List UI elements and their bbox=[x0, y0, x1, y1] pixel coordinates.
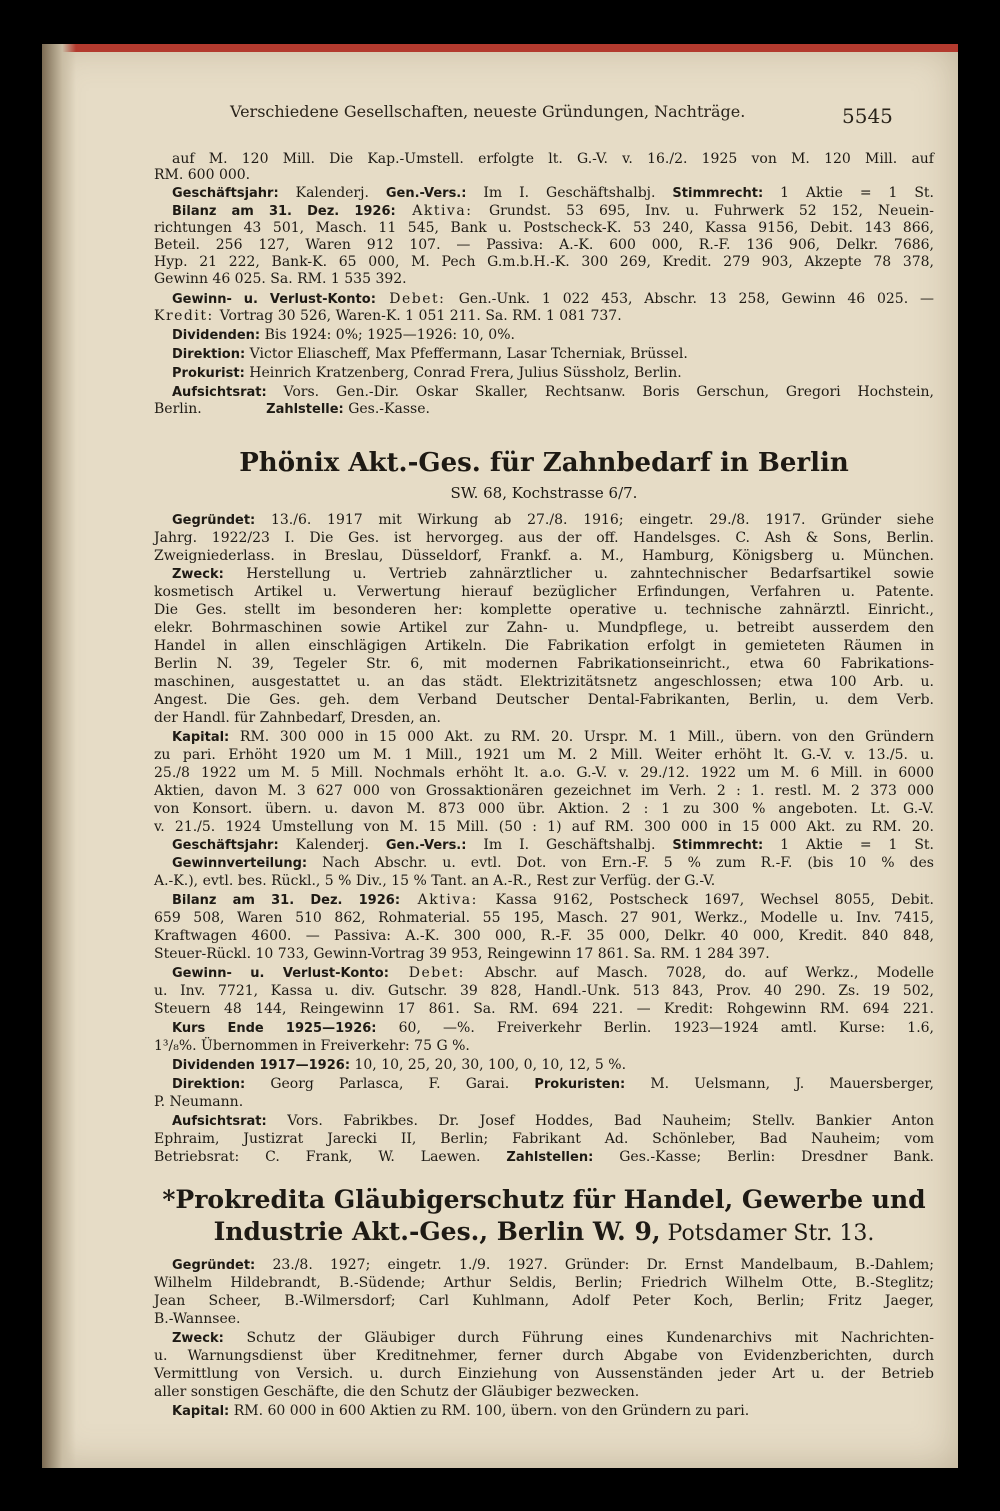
text-line: Hyp. 21 222, Bank-K. 65 000, M. Pech G.m.b.H.-K. 300 269, Kredit. 279 903, Akzepte 78 378, bbox=[154, 254, 934, 270]
field-label: Dividenden 1917—1926: bbox=[172, 1058, 351, 1073]
field-value: Berlin. bbox=[154, 401, 207, 417]
book-page bbox=[42, 44, 958, 1468]
field-value: 60, —%. Freiverkehr Berlin. 1923—1924 amtl. Kurse: 1.6, bbox=[376, 1020, 934, 1036]
field-value: 10, 10, 25, 20, 30, 100, 0, 10, 12, 5 %. bbox=[350, 1057, 627, 1073]
field-label: Prokuristen: bbox=[534, 1077, 626, 1092]
field-sublabel: Aktiva: bbox=[400, 892, 496, 908]
field-value: 23./8. 1927; eingetr. 1./9. 1927. Gründer: Dr. Ernst Mandelbaum, B.-Dahlem; bbox=[255, 1257, 934, 1273]
text-line: maschinen, ausgestattet u. an das städt. Elektrizitätsnetz angeschlossen; etwa 100 Arb. u. bbox=[154, 674, 934, 690]
text-line: von Konsort. übern. u. davon M. 873 000 übr. Aktion. 2 : 1 zu 300 % angeboten. Lt. G.-V. bbox=[154, 801, 934, 817]
text-line bbox=[172, 729, 934, 746]
text-line: P. Neumann. bbox=[154, 1094, 244, 1110]
text-line: richtungen 43 501, Masch. 11 545, Bank u. Postscheck-K. 53 240, Kassa 9156, Debit. 143 866, bbox=[154, 220, 934, 236]
text-line bbox=[154, 401, 934, 418]
text-line bbox=[172, 1403, 934, 1420]
field-value: Herstellung u. Vertrieb zahnärztlicher u. zahntechnischer Bedarfsartikel sowie bbox=[223, 566, 934, 582]
text-line bbox=[172, 327, 934, 344]
field-label: Gen.-Vers.: bbox=[385, 838, 467, 853]
field-label: Gen.-Vers.: bbox=[385, 186, 467, 201]
text-line: A.-K.), evtl. bes. Rückl., 5 % Div., 15 % Tant. an A.-R., Rest zur Verfüg. der G.-V. bbox=[154, 873, 716, 889]
text-line: 25./8 1922 um M. 5 Mill. Nochmals erhöht lt. a.o. G.-V. v. 29./12. 1922 um M. 6 Mill. in 6000 bbox=[154, 765, 934, 781]
field-sublabel: Debet: bbox=[375, 291, 459, 307]
field-value: Schutz der Gläubiger durch Führung eines Kundenarchivs mit Nachrichten- bbox=[223, 1330, 934, 1346]
field-label: Gewinnverteilung: bbox=[172, 856, 308, 871]
field-value: Georg Parlasca, F. Garai. bbox=[245, 1076, 535, 1092]
text-line: v. 21./5. 1924 Umstellung von M. 15 Mill. (50 : 1) auf RM. 300 000 in 15 000 Akt. zu RM. 20. bbox=[154, 819, 934, 835]
field-value: Gen.-Unk. 1 022 453, Abschr. 13 258, Gewinn 46 025. — bbox=[458, 291, 935, 307]
text-line: zu pari. Erhöht 1920 um M. 1 Mill., 1921 um M. 2 Mill. Weiter erhöht lt. G.-V. v. 13./5. u. bbox=[154, 747, 934, 763]
field-label: Gewinn- u. Verlust-Konto: bbox=[172, 292, 376, 307]
field-label: Direktion: bbox=[172, 347, 246, 362]
text-line: Beteil. 256 127, Waren 912 107. — Passiva: A.-K. 600 000, R.-F. 136 906, Delkr. 7686, bbox=[154, 237, 934, 253]
field-value: Kalenderj. bbox=[278, 837, 386, 853]
page-number: 5545 bbox=[842, 104, 893, 128]
text-line: Jahrg. 1922/23 I. Die Ges. ist hervorgeg. aus der off. Handelsges. C. Ash & Sons, Berlin. bbox=[154, 530, 934, 546]
field-value: Grundst. 53 695, Inv. u. Fuhrwerk 52 152, Neuein- bbox=[488, 203, 934, 219]
text-line bbox=[172, 512, 934, 529]
text-line: Vermittlung von Versich. u. durch Einziehung von Aussenständen jeder Art u. der Betrieb bbox=[154, 1366, 934, 1382]
field-value: 1 Aktie = 1 St. bbox=[763, 837, 935, 853]
text-line bbox=[172, 855, 934, 872]
text-line bbox=[172, 1113, 934, 1130]
text-line bbox=[172, 1057, 934, 1074]
text-line: Steuern 48 144, Reingewinn 17 861. Sa. RM. 694 221. — Kredit: Rohgewinn RM. 694 221. bbox=[154, 1001, 934, 1017]
field-value: Betriebsrat: C. Frank, W. Laewen. bbox=[154, 1149, 507, 1165]
company-title-part: Industrie Akt.-Ges., Berlin W. 9, bbox=[213, 1217, 661, 1246]
binding-shadow bbox=[42, 44, 76, 1468]
text-line: Aktien, davon M. 3 627 000 von Grossaktionären gezeichnet im Verh. 2 : 1. restl. M. 2 373 000 bbox=[154, 783, 934, 799]
field-value: Kassa 9162, Postscheck 1697, Wechsel 8055, Debit. bbox=[495, 892, 934, 908]
text-line bbox=[172, 566, 934, 583]
field-value: Ges.-Kasse. bbox=[343, 401, 430, 417]
field-label: Direktion: bbox=[172, 1077, 246, 1092]
text-line bbox=[172, 365, 934, 382]
field-value: M. Uelsmann, J. Mauersberger, bbox=[625, 1076, 934, 1092]
field-label: Aufsichtsrat: bbox=[172, 385, 267, 400]
field-label: Kapital: bbox=[172, 730, 230, 745]
text-line: der Handl. für Zahnbedarf, Dresden, an. bbox=[154, 710, 441, 726]
text-line bbox=[172, 384, 934, 401]
text-line: Berlin N. 39, Tegeler Str. 6, mit modernen Fabrikationseinricht., etwa 60 Fabrikations- bbox=[154, 656, 934, 672]
text-line bbox=[172, 892, 934, 909]
field-value: Ges.-Kasse; Berlin: Dresdner Bank. bbox=[593, 1149, 935, 1165]
text-line: u. Warnungsdienst über Kreditnehmer, ferner durch Abgabe von Evidenzberichten, durch bbox=[154, 1348, 934, 1364]
text-line: Kraftwagen 4600. — Passiva: A.-K. 300 000, R.-F. 35 000, Delkr. 40 000, Kredit. 840 848, bbox=[154, 928, 934, 944]
field-value: 1 Aktie = 1 St. bbox=[763, 185, 935, 201]
company-address: SW. 68, Kochstrasse 6/7. bbox=[450, 484, 638, 502]
field-sublabel: Aktiva: bbox=[395, 203, 489, 219]
company-title: *Prokredita Gläubigerschutz für Handel, Gewerbe und bbox=[162, 1185, 926, 1214]
field-value: Bis 1924: 0%; 1925—1926: 10, 0%. bbox=[260, 327, 515, 343]
field-label: Zahlstellen: bbox=[506, 1150, 594, 1165]
field-value: Im I. Geschäftshalbj. bbox=[466, 837, 673, 853]
field-value: Vors. Gen.-Dir. Oskar Skaller, Rechtsanw. Boris Gerschun, Gregori Hochstein, bbox=[266, 384, 934, 400]
field-label: Kapital: bbox=[172, 1404, 230, 1419]
text-line: Angest. Die Ges. geh. dem Verband Deutscher Dental-Fabrikanten, Berlin, u. dem Verb. bbox=[154, 692, 934, 708]
field-value: Vortrag 30 526, Waren-K. 1 051 211. Sa. RM. 1 081 737. bbox=[219, 308, 622, 324]
text-line: 659 508, Waren 510 862, Rohmaterial. 55 195, Masch. 27 901, Werkz., Modelle u. Inv. 7415, bbox=[154, 910, 934, 926]
company-title: Phönix Akt.-Ges. für Zahnbedarf in Berlin bbox=[239, 448, 849, 478]
text-line bbox=[172, 291, 934, 308]
field-value: Nach Abschr. u. evtl. Dot. von Ern.-F. 5 % zum R.-F. (bis 10 % des bbox=[307, 855, 934, 871]
text-line: Die Ges. stellt im besonderen her: komplette operative u. technische zahnärztl. Einricht., bbox=[154, 602, 934, 618]
field-label: Gegründet: bbox=[172, 1258, 256, 1273]
company-title-line2 bbox=[154, 1216, 934, 1250]
text-line bbox=[172, 346, 934, 363]
text-line bbox=[154, 1149, 934, 1166]
field-label: Gewinn- u. Verlust-Konto: bbox=[172, 966, 389, 981]
field-label: Stimmrecht: bbox=[672, 838, 764, 853]
field-value: Victor Eliascheff, Max Pfeffermann, Lasar Tcherniak, Brüssel. bbox=[245, 346, 688, 362]
text-line: aller sonstigen Geschäfte, die den Schutz der Gläubiger bezwecken. bbox=[154, 1384, 640, 1400]
text-line: elekr. Bohrmaschinen sowie Artikel zur Zahn- u. Mundpflege, u. betreibt ausserdem den bbox=[154, 620, 934, 636]
text-line: B.-Wannsee. bbox=[154, 1311, 241, 1327]
text-line: kosmetisch Artikel u. Verwertung hierauf bezüglicher Erfindungen, Verfahren u. Patente. bbox=[154, 584, 934, 600]
text-line: Handel in allen einschlägigen Artikeln. Die Fabrikation erfolgt in gemieteten Räumen in bbox=[154, 638, 934, 654]
text-line bbox=[172, 837, 934, 854]
field-value: Heinrich Kratzenberg, Conrad Frera, Julius Süssholz, Berlin. bbox=[244, 365, 682, 381]
text-line: 1³/₈%. Übernommen in Freiverkehr: 75 G %. bbox=[154, 1038, 470, 1054]
text-line bbox=[172, 1330, 934, 1347]
field-label: Bilanz am 31. Dez. 1926: bbox=[172, 204, 396, 219]
text-line: RM. 600 000. bbox=[154, 167, 251, 183]
text-line: Zweigniederlass. in Breslau, Düsseldorf, Frankf. a. M., Hamburg, Königsberg u. München. bbox=[154, 548, 934, 564]
field-label: Zweck: bbox=[172, 1331, 224, 1346]
text-line bbox=[172, 203, 934, 220]
text-line: Ephraim, Justizrat Jarecki II, Berlin; Fabrikant Ad. Schönleber, Bad Nauheim; vom bbox=[154, 1131, 934, 1147]
field-value: Im I. Geschäftshalbj. bbox=[466, 185, 673, 201]
field-value: RM. 60 000 in 600 Aktien zu RM. 100, übern. von den Gründern zu pari. bbox=[229, 1403, 750, 1419]
field-label: Bilanz am 31. Dez. 1926: bbox=[172, 893, 401, 908]
field-label: Gegründet: bbox=[172, 513, 256, 528]
text-line bbox=[172, 1076, 934, 1093]
text-line: u. Inv. 7721, Kassa u. div. Gutschr. 39 828, Handl.-Unk. 513 843, Prov. 40 290. Zs. 19 502, bbox=[154, 983, 934, 999]
field-value: Abschr. auf Masch. 7028, do. auf Werkz., Modelle bbox=[484, 965, 935, 981]
field-label: Zweck: bbox=[172, 567, 224, 582]
field-sublabel: Debet: bbox=[388, 965, 485, 981]
text-line: Wilhelm Hildebrandt, B.-Südende; Arthur Seldis, Berlin; Friedrich Wilhelm Otte, B.-Steglitz; bbox=[154, 1275, 934, 1291]
field-sublabel: Kredit: bbox=[154, 308, 220, 324]
text-line: auf M. 120 Mill. Die Kap.-Umstell. erfolgte lt. G.-V. v. 16./2. 1925 von M. 120 Mill. auf bbox=[172, 151, 934, 167]
page-edge-band bbox=[42, 44, 958, 52]
field-label: Stimmrecht: bbox=[672, 186, 764, 201]
text-line bbox=[172, 185, 934, 202]
text-line bbox=[172, 1257, 934, 1274]
field-value: Vors. Fabrikbes. Dr. Josef Hoddes, Bad Nauheim; Stellv. Bankier Anton bbox=[266, 1113, 934, 1129]
text-line bbox=[172, 965, 934, 982]
field-label: Zahlstelle: bbox=[266, 402, 344, 417]
field-label: Aufsichtsrat: bbox=[172, 1114, 267, 1129]
text-line bbox=[172, 1020, 934, 1037]
field-label: Geschäftsjahr: bbox=[172, 838, 279, 853]
field-value: Kalenderj. bbox=[278, 185, 386, 201]
field-label: Kurs Ende 1925—1926: bbox=[172, 1021, 377, 1036]
running-title: Verschiedene Gesellschaften, neueste Gründungen, Nachträge. bbox=[230, 102, 746, 121]
text-line bbox=[154, 308, 934, 324]
field-value: RM. 300 000 in 15 000 Akt. zu RM. 20. Urspr. M. 1 Mill., übern. von den Gründern bbox=[229, 729, 934, 745]
field-label: Dividenden: bbox=[172, 328, 261, 343]
field-value: 13./6. 1917 mit Wirkung ab 27./8. 1916; eingetr. 29./8. 1917. Gründer siehe bbox=[255, 512, 934, 528]
text-line: Steuer-Rückl. 10 733, Gewinn-Vortrag 39 953, Reingewinn 17 861. Sa. RM. 1 284 397. bbox=[154, 946, 770, 962]
text-line: Jean Scheer, B.-Wilmersdorf; Carl Kuhlmann, Adolf Peter Koch, Berlin; Fritz Jaeger, bbox=[154, 1293, 934, 1309]
field-label: Geschäftsjahr: bbox=[172, 186, 279, 201]
company-street: Potsdamer Str. 13. bbox=[660, 1221, 875, 1246]
text-line: Gewinn 46 025. Sa. RM. 1 535 392. bbox=[154, 271, 407, 287]
field-label: Prokurist: bbox=[172, 366, 245, 381]
